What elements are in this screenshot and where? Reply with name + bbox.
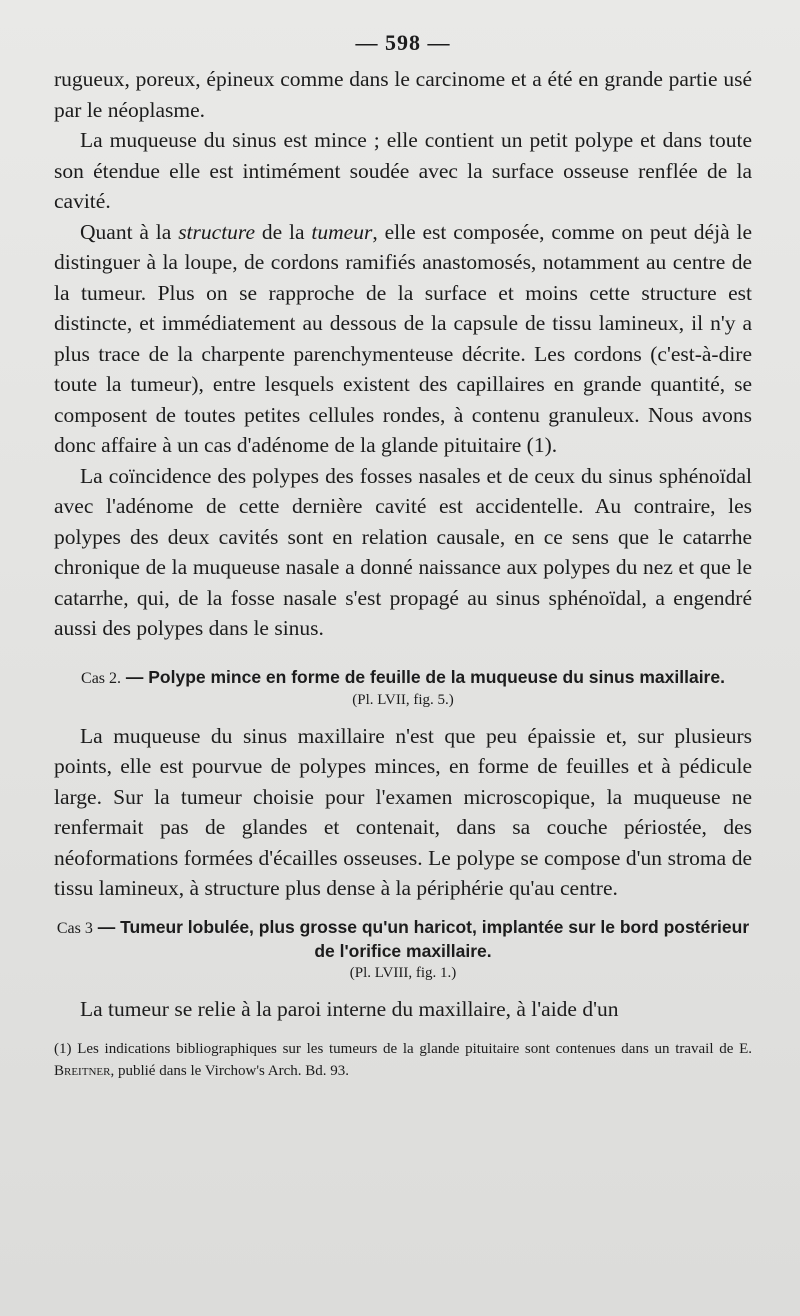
footnote-text-a: (1) Les indications bibliographiques sur les tumeurs de la glande pituitaire sont contenues dans un travail de E. [54,1041,752,1057]
paragraph-3-text-b: de la [255,219,312,244]
paragraph-4: La coïncidence des polypes des fosses nasales et de ceux du sinus sphénoïdal avec l'adénome de cette dernière cavité est accidentelle. Au contraire, les polypes des deux cavités sont en relation causale, en ce sens que le catarrhe chronique de la muqueuse nasale a donné naissance aux polypes du nez et que le catarrhe, qui, de la fosse nasale s'est propagé au sinus sphénoïdal, a engendré aussi des polypes dans le sinus. [54,463,752,640]
footnote-text-b: , publié dans le Virchow's Arch. Bd. 93. [110,1063,350,1079]
case-2-heading [54,666,752,690]
case-3-title: — Tumeur lobulée, plus grosse qu'un haricot, implantée sur le bord postérieur de l'orifice maxillaire. [97,916,750,961]
paragraph-5: La muqueuse du sinus maxillaire n'est que peu épaissie et, sur plusieurs points, elle est pourvue de polypes minces, en forme de feuilles et à pédicule large. Sur la tumeur choisie pour l'examen microscopique, la muqueuse ne renfermait pas de glandes et contenait, dans sa couche périostée, des néoformations formées d'écailles osseuses. Le polype se compose d'un stroma de tissu lamineux, à structure plus dense à la périphérie qu'au centre. [54,723,752,900]
paragraph-3-text-c: , elle est composée, comme on peut déjà le distinguer à la loupe, de cordons ramifiés anastomosés, notamment au centre de la tumeur. Plus on se rapproche de la surface et moins cette structure est distincte, et immédiatement au dessous de la capsule de tissu lamineux, il n'y a plus trace de la charpente parenchymenteuse décrite. Les cordons (c'est-à-dire toute la tumeur), entre lesquels existent des capillaires en grande quantité, se composent de toutes petites cellules rondes, à contenu granuleux. Nous avons donc affaire à un cas d'adénome de la glande pituitaire (1). [54,219,752,457]
case-2-plate-ref: (Pl. LVII, fig. 5.) [352,691,454,708]
paragraph-3-text-a: Quant à la [80,219,179,244]
paragraph-3 [54,217,752,461]
footnote-author: Breitner [54,1063,111,1079]
case-2-number: Cas 2. [81,669,122,687]
paragraph-3-italic-tumeur: tumeur [311,219,373,244]
footnote [54,1038,752,1082]
paragraph-2: La muqueuse du sinus est mince ; elle contient un petit polype et dans toute son étendue elle est intimément soudée avec la surface osseuse renflée de la cavité. [54,128,752,213]
paragraph-3-italic-structure: structure [178,219,256,244]
paragraph-1: rugueux, poreux, épineux comme dans le carcinome et a été en grande partie usé par le néoplasme. [54,67,752,122]
case-3-heading [54,916,752,963]
case-2-title: — Polype mince en forme de feuille de la muqueuse du sinus maxillaire. [125,666,725,687]
case-3-plate-ref: (Pl. LVIII, fig. 1.) [349,964,457,981]
page-number: — 598 — [355,30,451,55]
paragraph-6: La tumeur se relie à la paroi interne du maxillaire, à l'aide d'un [80,996,619,1021]
case-3-number: Cas 3 [56,919,93,937]
